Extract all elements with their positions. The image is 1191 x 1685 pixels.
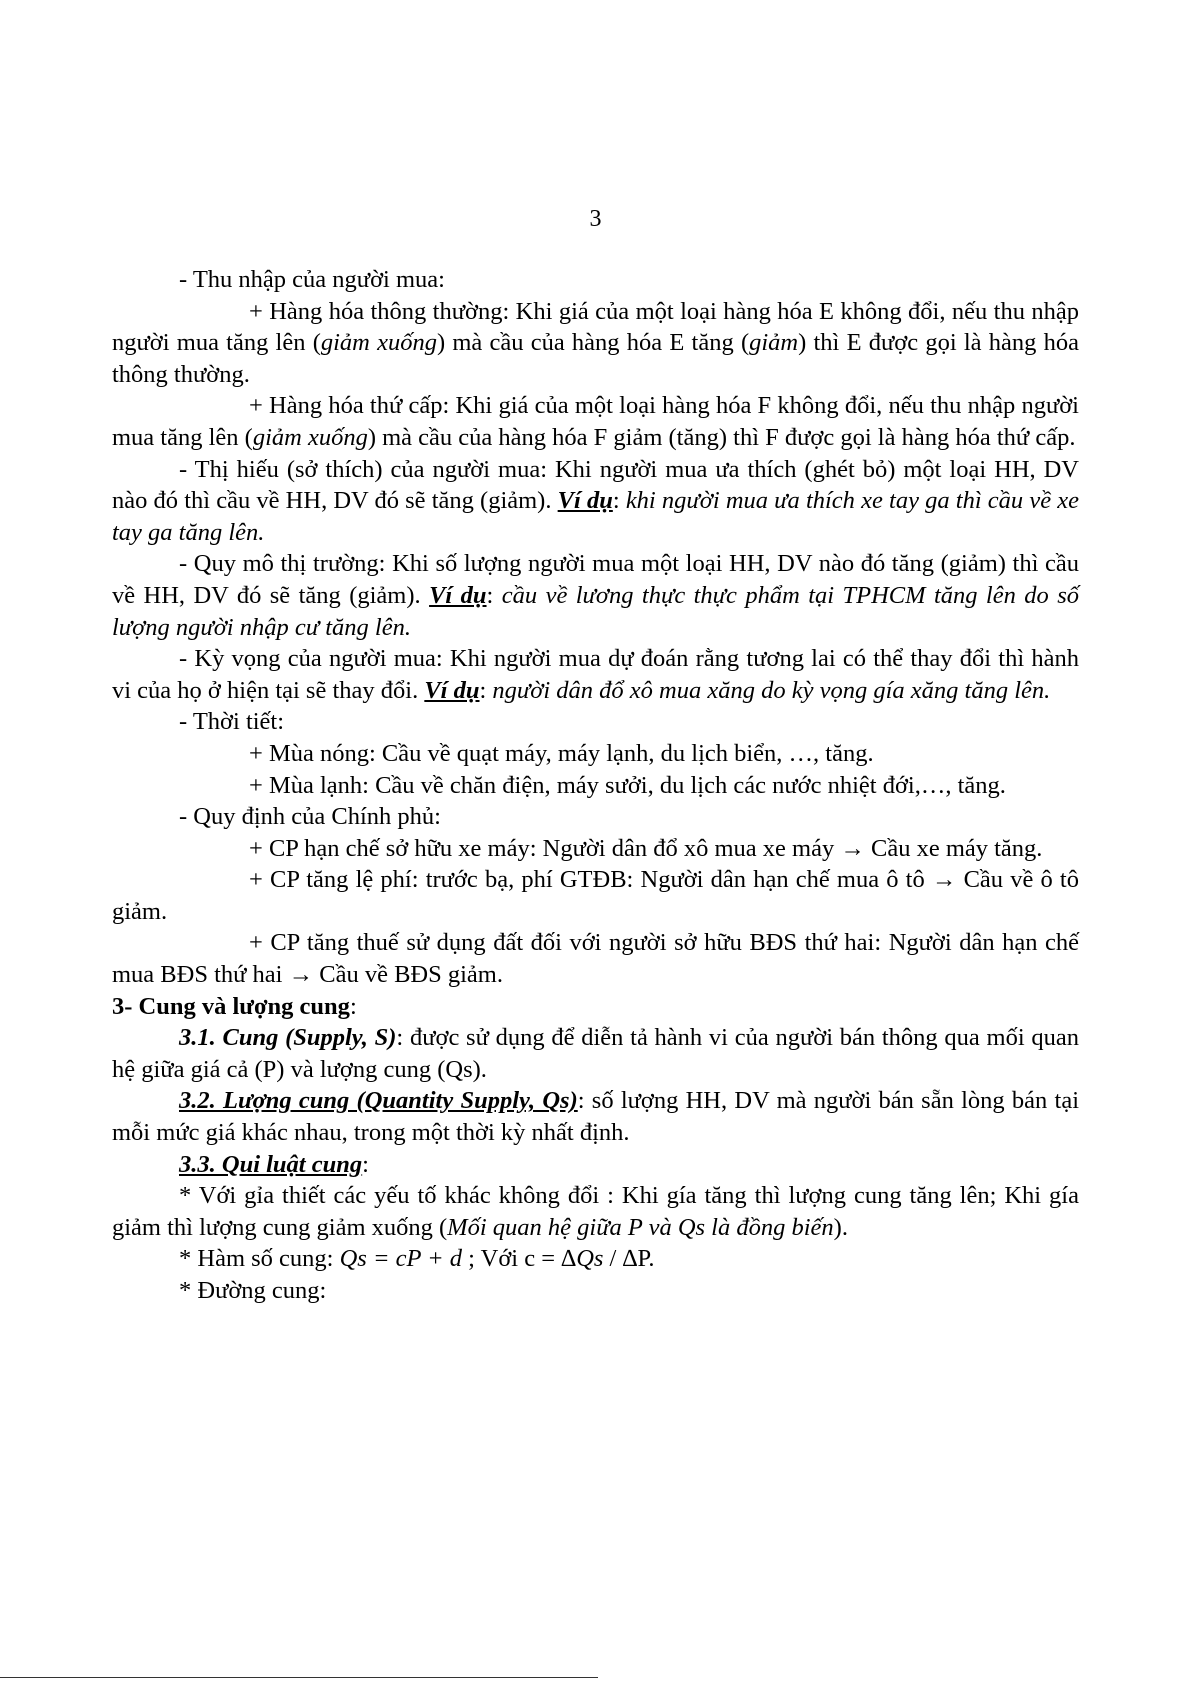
footer-divider: [0, 1677, 598, 1678]
inferior-goods-paragraph: + Hàng hóa thứ cấp: Khi giá của một loại hàng hóa F không đổi, nếu thu nhập người mua tăng lên (giảm xuống) mà cầu của hàng hóa F giảm (tăng) thì F được gọi là hàng hóa thứ cấp.: [112, 392, 1079, 451]
market-size-paragraph: - Quy mô thị trường: Khi số lượng người mua một loại HH, DV nào đó tăng (giảm) thì cầu về HH, DV đó sẽ tăng (giảm). Ví dụ: cầu về lương thực thực phẩm tại TPHCM tăng lên do số lượng người nhập cư tăng lên.: [112, 550, 1079, 641]
document-body: [112, 264, 1079, 1307]
page-number: 3: [589, 206, 602, 232]
supply-function: * Hàm số cung: Qs = cP + d ; Với c = ∆Qs / ∆P.: [179, 1245, 655, 1273]
expectation-paragraph: - Kỳ vọng của người mua: Khi người mua dự đoán rằng tương lai có thể thay đổi thì hành vi của họ ở hiện tại sẽ thay đổi. Ví dụ: người dân đổ xô mua xăng do kỳ vọng gía xăng tăng lên.: [112, 645, 1079, 704]
government-item: + CP tăng lệ phí: trước bạ, phí GTĐB: Người dân hạn chế mua ô tô → Cầu về ô tô giảm.: [112, 866, 1079, 925]
government-heading: - Quy định của Chính phủ:: [179, 803, 441, 831]
income-heading: - Thu nhập của người mua:: [179, 266, 445, 293]
supply-definition: 3.1. Cung (Supply, S): được sử dụng để diễn tả hành vi của người bán thông qua mối quan hệ giữa giá cả (P) và lượng cung (Qs).: [112, 1024, 1079, 1083]
taste-paragraph: - Thị hiếu (sở thích) của người mua: Khi người mua ưa thích (ghét bỏ) một loại HH, DV nào đó thì cầu về HH, DV đó sẽ tăng (giảm). Ví dụ: khi người mua ưa thích xe tay ga thì cầu về xe tay ga tăng lên.: [112, 455, 1079, 546]
weather-hot: + Mùa nóng: Cầu về quạt máy, máy lạnh, du lịch biển, …, tăng.: [249, 739, 874, 767]
law-of-supply-text: * Với gỉa thiết các yếu tố khác không đổi : Khi gía tăng thì lượng cung tăng lên; Khi gía giảm thì lượng cung giảm xuống (Mối quan hệ giữa P và Qs là đồng biến).: [112, 1182, 1079, 1241]
weather-heading: - Thời tiết:: [179, 708, 285, 736]
normal-goods-paragraph: + Hàng hóa thông thường: Khi giá của một loại hàng hóa E không đổi, nếu thu nhập người mua tăng lên (giảm xuống) mà cầu của hàng hóa E tăng (giảm) thì E được gọi là hàng hóa thông thường.: [112, 297, 1079, 388]
government-item: + CP hạn chế sở hữu xe máy: Người dân đổ xô mua xe máy → Cầu xe máy tăng.: [249, 834, 1043, 862]
weather-cold: + Mùa lạnh: Cầu về chăn điện, máy sưởi, du lịch các nước nhiệt đới,…, tăng.: [249, 771, 1006, 799]
supply-curve-label: * Đường cung:: [179, 1277, 327, 1304]
government-item: + CP tăng thuế sử dụng đất đối với người sở hữu BĐS thứ hai: Người dân hạn chế mua BĐS thứ hai → Cầu về BĐS giảm.: [112, 929, 1079, 989]
quantity-supplied-definition: 3.2. Lượng cung (Quantity Supply, Qs): số lượng HH, DV mà người bán sẵn lòng bán tại mỗi mức giá khác nhau, trong một thời kỳ nhất định.: [112, 1087, 1079, 1147]
law-of-supply-heading: 3.3. Qui luật cung:: [179, 1150, 369, 1178]
supply-section-heading: 3- Cung và lượng cung:: [112, 992, 357, 1020]
